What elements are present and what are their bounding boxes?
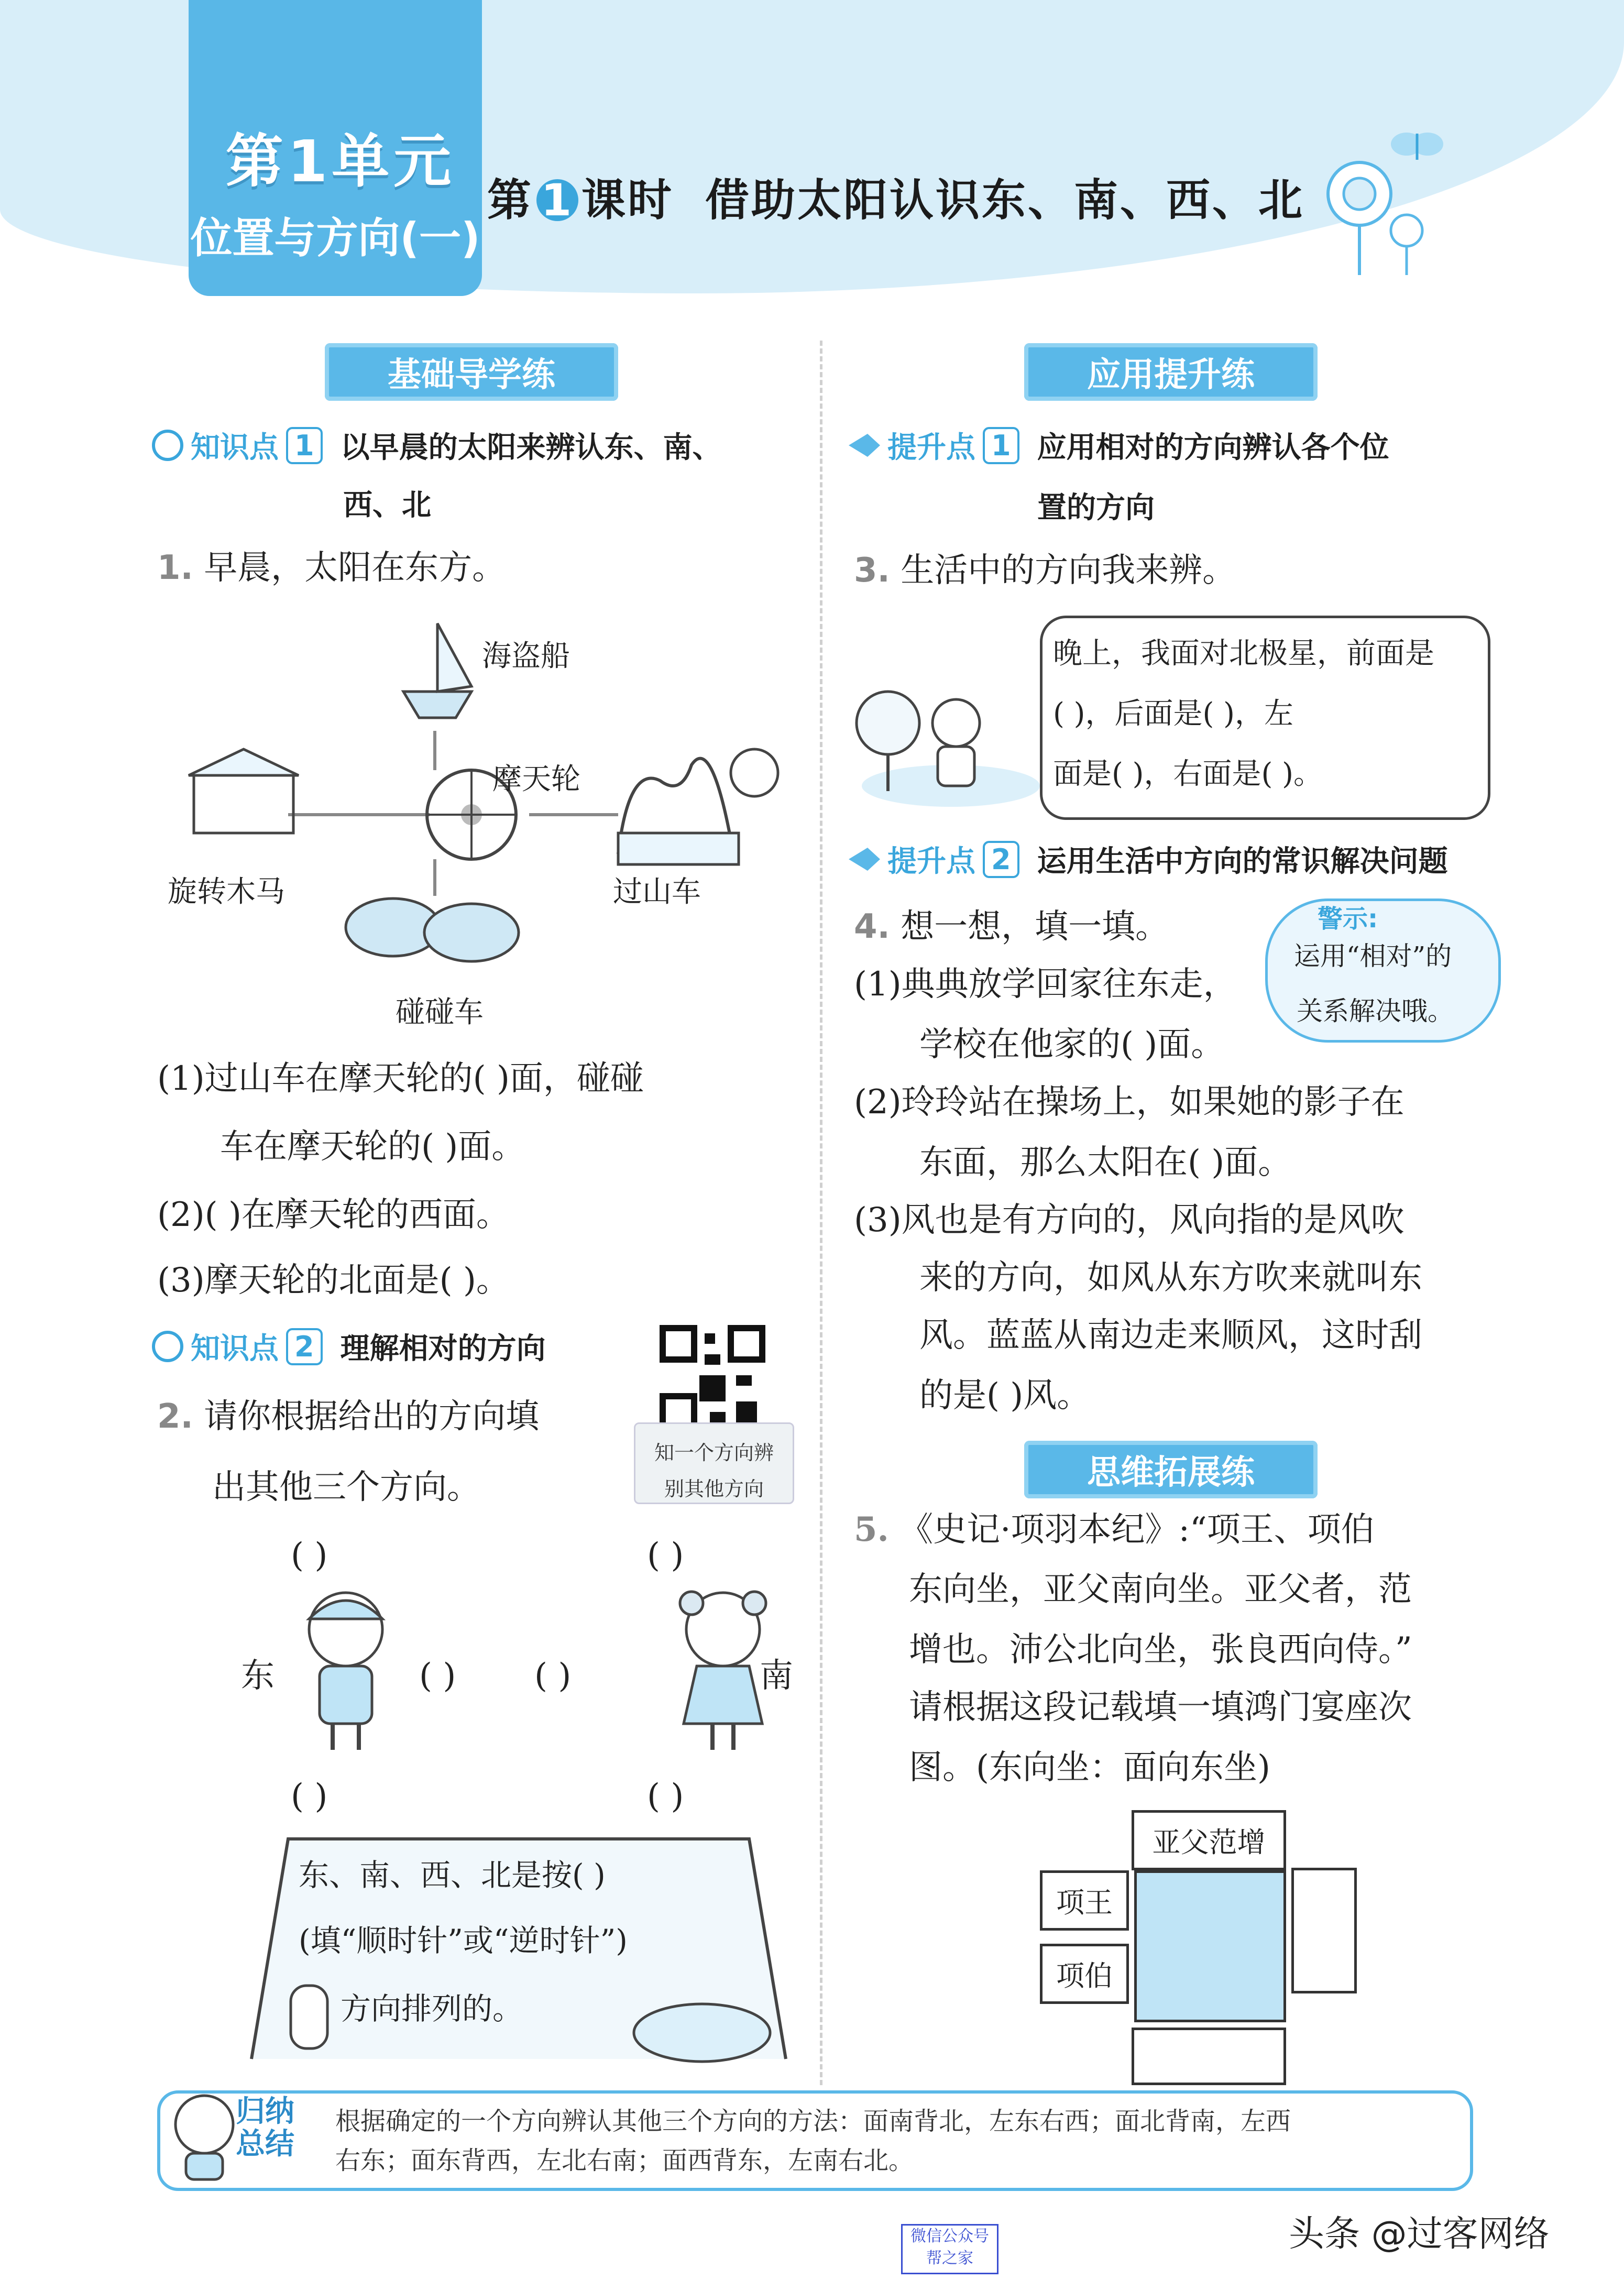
knowledge-point-2 bbox=[152, 1325, 546, 1367]
summary-tag bbox=[236, 2096, 314, 2160]
kp-title-line2: 西、北 bbox=[343, 488, 431, 522]
question-number: 4. bbox=[854, 907, 890, 946]
section-banner-thinking: 思维拓展练 bbox=[1024, 1441, 1318, 1498]
seat-east-blank[interactable] bbox=[1291, 1868, 1357, 1993]
question-number: 5. bbox=[854, 1510, 889, 1549]
q2-blank-top-right: ( ) bbox=[647, 1536, 684, 1575]
girl-night-illustration bbox=[846, 676, 1045, 812]
q2-east-label: 东 bbox=[241, 1657, 275, 1695]
question-number: 1. bbox=[157, 549, 193, 587]
hint-title: 警示: bbox=[1318, 904, 1378, 934]
girl-figure bbox=[660, 1582, 786, 1755]
stamp-line1: 微信公众号 bbox=[910, 2227, 989, 2245]
summary-tag-line2: 总结 bbox=[236, 2127, 294, 2161]
label-roller-coaster: 过山车 bbox=[613, 875, 701, 909]
q4-sub3: (3)风也是有方向的，风向指的是风吹 bbox=[854, 1201, 1404, 1240]
q5-line5: 图。(东向坐：面向东坐) bbox=[909, 1748, 1270, 1787]
sunflower-icon bbox=[1315, 152, 1435, 278]
improvement-point-1 bbox=[849, 424, 1389, 466]
q1-sub1: (1)过山车在摩天轮的( )面，碰碰 bbox=[157, 1059, 644, 1098]
q2-blank-bottom-right: ( ) bbox=[647, 1777, 684, 1816]
rk-title-line2: 置的方向 bbox=[1037, 491, 1155, 525]
seat-west-2: 项伯 bbox=[1040, 1944, 1129, 2004]
qr-caption-line2: 别其他方向 bbox=[664, 1477, 764, 1500]
q2-blank-right-boy: ( ) bbox=[419, 1657, 456, 1695]
hint-line1: 运用“相对”的 bbox=[1294, 941, 1452, 971]
rk-title: 应用相对的方向辨认各个位 bbox=[1037, 431, 1389, 465]
section-banner-apply: 应用提升练 bbox=[1024, 343, 1318, 401]
seat-south-blank[interactable] bbox=[1132, 2028, 1286, 2085]
seat-table-center bbox=[1134, 1870, 1286, 2022]
speech-line3: 面是( )，右面是( )。 bbox=[1053, 757, 1323, 791]
lesson-suffix: 课时 bbox=[581, 174, 674, 226]
q3-text: 生活中的方向我来辨。 bbox=[901, 551, 1236, 590]
hint-line2: 关系解决哦。 bbox=[1297, 996, 1454, 1026]
q4-sub1-line2: 学校在他家的( )面。 bbox=[919, 1025, 1225, 1064]
qr-caption: 知一个方向辨 bbox=[654, 1441, 774, 1464]
q5-line1 bbox=[854, 1504, 1375, 1556]
speech-line1: 晚上，我面对北极星，前面是 bbox=[1053, 637, 1434, 671]
summary-line1: 根据确定的一个方向辨认其他三个方向的方法：面南背北，左东右西；面北背南，左西 bbox=[335, 2107, 1291, 2136]
card-line2: (填“顺时针”或“逆时针”) bbox=[299, 1923, 628, 1958]
rk-tag: 提升点 bbox=[887, 845, 975, 879]
q1-sub2: (2)( )在摩天轮的西面。 bbox=[157, 1196, 510, 1234]
q2-prompt bbox=[157, 1391, 539, 1443]
knowledge-point-1 bbox=[152, 424, 722, 466]
lesson-title bbox=[487, 165, 1304, 228]
question-number: 2. bbox=[157, 1397, 193, 1436]
question-number: 3. bbox=[854, 551, 890, 590]
seat-west-1: 项王 bbox=[1040, 1870, 1129, 1931]
q4-sub2-line2: 东面，那么太阳在( )面。 bbox=[919, 1143, 1292, 1182]
kp-title: 理解相对的方向 bbox=[340, 1332, 546, 1366]
q4-sub1: (1)典典放学回家往东走， bbox=[854, 965, 1237, 1004]
rocket-icon bbox=[849, 434, 880, 457]
rk-number: 2 bbox=[983, 841, 1019, 878]
lesson-number-badge: 1 bbox=[536, 179, 578, 221]
q1-prompt bbox=[157, 542, 506, 594]
kp-title: 以早晨的太阳来辨认东、南、 bbox=[340, 431, 722, 465]
rk-tag: 提升点 bbox=[887, 431, 975, 465]
speech-line2: ( )，后面是( )，左 bbox=[1053, 697, 1293, 731]
q5-line4: 请根据这段记载填一填鸿门宴座次 bbox=[909, 1688, 1412, 1727]
label-carousel: 旋转木马 bbox=[168, 875, 285, 909]
wechat-stamp bbox=[901, 2224, 998, 2274]
q2-blank-left-girl: ( ) bbox=[534, 1657, 572, 1695]
qr-code[interactable] bbox=[657, 1323, 767, 1433]
butterfly-icon bbox=[1388, 123, 1446, 170]
kp-tag: 知识点 bbox=[191, 431, 279, 465]
boy-figure bbox=[283, 1582, 409, 1755]
kp-number: 1 bbox=[286, 427, 323, 464]
column-divider bbox=[820, 341, 822, 2085]
label-ferris-wheel: 摩天轮 bbox=[492, 762, 580, 796]
q5-line2: 东向坐，亚父南向坐。亚父者，范 bbox=[909, 1570, 1412, 1609]
summary-line2: 右东；面东背西，左北右南；面西背东，左南右北。 bbox=[335, 2146, 914, 2175]
q2-text: 请你根据给出的方向填 bbox=[204, 1397, 540, 1436]
section-banner-basic: 基础导学练 bbox=[325, 343, 618, 401]
cartoon-boy-icon bbox=[168, 2088, 241, 2182]
improvement-point-2 bbox=[849, 838, 1448, 880]
card-line3: 方向排列的。 bbox=[341, 1991, 523, 2026]
card-line1: 东、南、西、北是按( ) bbox=[299, 1857, 606, 1893]
q3-prompt bbox=[854, 545, 1236, 597]
target-icon bbox=[152, 430, 183, 461]
q4-prompt bbox=[854, 901, 1169, 953]
qr-caption-box bbox=[634, 1422, 794, 1504]
q2-prompt-line2: 出其他三个方向。 bbox=[212, 1468, 480, 1507]
q1-text: 早晨，太阳在东方。 bbox=[204, 549, 506, 587]
summary-tag-line1: 归纳 bbox=[236, 2095, 294, 2129]
unit-title: 第1单元 bbox=[225, 128, 456, 195]
kp-number: 2 bbox=[286, 1328, 323, 1365]
rk-title: 运用生活中方向的常识解决问题 bbox=[1037, 845, 1448, 879]
q1-sub1-line2: 车在摩天轮的( )面。 bbox=[220, 1127, 525, 1166]
q2-south-label: 南 bbox=[760, 1657, 793, 1695]
q1-sub3: (3)摩天轮的北面是( )。 bbox=[157, 1261, 510, 1300]
q2-blank-bottom-left: ( ) bbox=[291, 1777, 328, 1816]
label-bumper-cars: 碰碰车 bbox=[396, 995, 484, 1029]
q4-sub2: (2)玲玲站在操场上，如果她的影子在 bbox=[854, 1083, 1404, 1122]
label-pirate-ship: 海盗船 bbox=[482, 639, 570, 673]
q4-text: 想一想，填一填。 bbox=[901, 907, 1169, 946]
q5-line3: 增也。沛公北向坐，张良西向侍。” bbox=[909, 1630, 1412, 1669]
kp-tag: 知识点 bbox=[191, 1332, 279, 1366]
q4-sub3-line4: 的是( )风。 bbox=[919, 1376, 1091, 1415]
target-icon bbox=[152, 1331, 183, 1362]
unit-subtitle: 位置与方向(一) bbox=[190, 214, 480, 262]
q2-blank-top-left: ( ) bbox=[291, 1536, 328, 1575]
lesson-prefix: 第 bbox=[487, 174, 534, 226]
stamp-line2: 帮之家 bbox=[926, 2249, 973, 2267]
rk-number: 1 bbox=[983, 427, 1019, 464]
lesson-name: 借助太阳认识东、南、西、北 bbox=[705, 174, 1305, 226]
q4-sub3-line2: 来的方向，如风从东方吹来就叫东 bbox=[919, 1258, 1422, 1297]
seat-north: 亚父范增 bbox=[1132, 1810, 1286, 1870]
rocket-icon bbox=[849, 848, 880, 871]
q5-text: 《史记·项羽本纪》:“项王、项伯 bbox=[899, 1510, 1375, 1549]
watermark-text: 头条 @过客网络 bbox=[1289, 2214, 1550, 2255]
q4-sub3-line3: 风。蓝蓝从南边走来顺风，这时刮 bbox=[919, 1316, 1422, 1355]
